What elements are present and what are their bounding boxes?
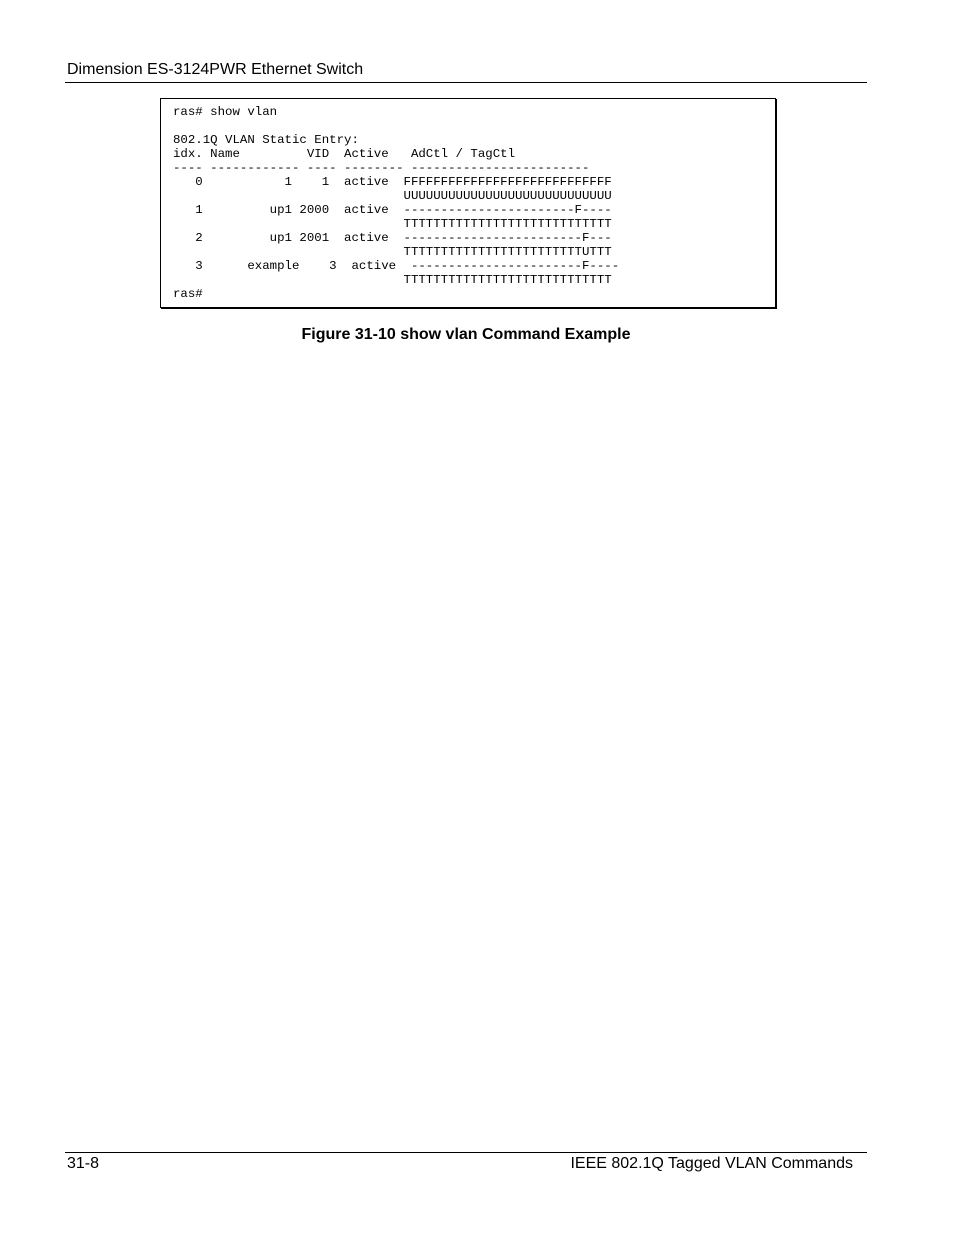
code-line: 3 example 3 active -----------------------F---- <box>173 259 620 273</box>
code-line: ras# <box>173 287 203 301</box>
figure-caption: Figure 31-10 show vlan Command Example <box>301 326 631 343</box>
chapter-title: IEEE 802.1Q Tagged VLAN Commands <box>570 1155 853 1172</box>
code-line: ras# show vlan <box>173 105 278 119</box>
cli-output-box <box>160 98 776 308</box>
code-line: 1 up1 2000 active -----------------------F---- <box>173 203 612 217</box>
code-line: TTTTTTTTTTTTTTTTTTTTTTTTTTTT <box>173 273 612 287</box>
code-line: TTTTTTTTTTTTTTTTTTTTTTTTUTTT <box>173 245 612 259</box>
code-line: ---- ------------ ---- -------- ------------------------ <box>173 161 590 175</box>
code-line: TTTTTTTTTTTTTTTTTTTTTTTTTTTT <box>173 217 612 231</box>
header-title: Dimension ES-3124PWR Ethernet Switch <box>67 61 364 78</box>
code-line: 0 1 1 active FFFFFFFFFFFFFFFFFFFFFFFFFFFF <box>173 175 612 189</box>
cli-output <box>173 105 619 301</box>
code-line: 802.1Q VLAN Static Entry: <box>173 133 359 147</box>
header-divider <box>65 82 867 83</box>
footer-divider <box>65 1152 867 1153</box>
page-number: 31-8 <box>67 1155 100 1172</box>
code-line: 2 up1 2001 active ------------------------F--- <box>173 231 612 245</box>
code-line: UUUUUUUUUUUUUUUUUUUUUUUUUUUU <box>173 189 612 203</box>
code-line: idx. Name VID Active AdCtl / TagCtl <box>173 147 516 161</box>
code-line <box>173 119 619 133</box>
